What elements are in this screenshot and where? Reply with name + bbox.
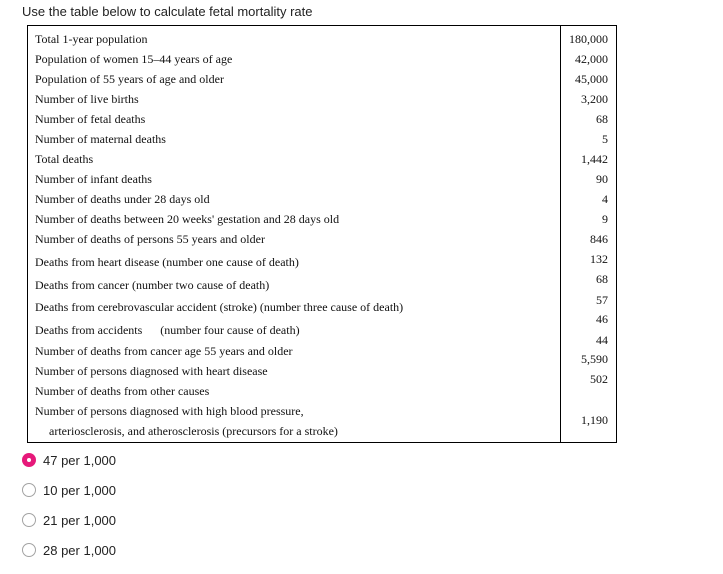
row-value: 5,590 bbox=[581, 352, 608, 366]
row-value: 502 bbox=[590, 372, 608, 386]
option-label: 28 per 1,000 bbox=[43, 542, 117, 558]
row-value: 45,000 bbox=[575, 72, 608, 86]
row-label: Number of persons diagnosed with high blood pressure, bbox=[35, 404, 304, 418]
row-label: Population of women 15–44 years of age bbox=[35, 52, 233, 66]
row-label: Number of infant deaths bbox=[35, 172, 152, 186]
row-label: Total deaths bbox=[35, 152, 94, 166]
row-label: Deaths from heart disease (number one cause of death) bbox=[35, 255, 299, 269]
row-label: Number of deaths under 28 days old bbox=[35, 192, 210, 206]
row-label: Total 1-year population bbox=[35, 32, 148, 46]
option-label: 21 per 1,000 bbox=[43, 512, 117, 528]
radio-icon[interactable] bbox=[22, 483, 36, 497]
radio-icon[interactable] bbox=[22, 543, 36, 557]
row-label: Number of deaths between 20 weeks' gestation and 28 days old bbox=[35, 212, 340, 226]
row-value: 42,000 bbox=[575, 52, 608, 66]
row-label: Deaths from cerebrovascular accident (stroke) (number three cause of death) bbox=[35, 300, 404, 314]
row-label: Deaths from accidents (number four cause of death) bbox=[35, 323, 300, 337]
answer-option-2[interactable] bbox=[22, 480, 116, 500]
option-label: 10 per 1,000 bbox=[43, 482, 117, 498]
row-label: Population of 55 years of age and older bbox=[35, 72, 224, 86]
row-value: 44 bbox=[596, 333, 608, 347]
row-value: 1,442 bbox=[581, 152, 608, 166]
row-value: 57 bbox=[596, 293, 608, 307]
row-label: Number of fetal deaths bbox=[35, 112, 146, 126]
row-label: arteriosclerosis, and atherosclerosis (precursors for a stroke) bbox=[49, 424, 338, 438]
row-label: Number of deaths from other causes bbox=[35, 384, 210, 398]
row-value: 846 bbox=[590, 232, 608, 246]
row-label: Number of maternal deaths bbox=[35, 132, 166, 146]
question-text: Use the table below to calculate fetal mortality rate bbox=[22, 4, 313, 19]
row-value: 5 bbox=[602, 132, 608, 146]
answer-option-1[interactable] bbox=[22, 450, 116, 470]
answer-option-4[interactable] bbox=[22, 540, 116, 560]
row-label: Deaths from cancer (number two cause of death) bbox=[35, 278, 270, 292]
data-table bbox=[27, 25, 617, 443]
row-label: Number of deaths from cancer age 55 years and older bbox=[35, 344, 293, 358]
option-label: 47 per 1,000 bbox=[43, 452, 117, 468]
column-divider bbox=[560, 26, 561, 442]
row-value: 90 bbox=[596, 172, 608, 186]
row-value: 1,190 bbox=[581, 413, 608, 427]
row-value: 68 bbox=[596, 272, 608, 286]
row-value: 180,000 bbox=[569, 32, 608, 46]
row-value: 46 bbox=[596, 312, 608, 326]
row-value: 4 bbox=[602, 192, 608, 206]
row-value: 132 bbox=[590, 252, 608, 266]
radio-selected-icon[interactable] bbox=[22, 453, 36, 467]
row-label: Number of live births bbox=[35, 92, 139, 106]
row-value: 3,200 bbox=[581, 92, 608, 106]
row-value: 9 bbox=[602, 212, 608, 226]
row-label: Number of deaths of persons 55 years and older bbox=[35, 232, 265, 246]
row-label: Number of persons diagnosed with heart disease bbox=[35, 364, 268, 378]
radio-icon[interactable] bbox=[22, 513, 36, 527]
answer-option-3[interactable] bbox=[22, 510, 116, 530]
row-value: 68 bbox=[596, 112, 608, 126]
